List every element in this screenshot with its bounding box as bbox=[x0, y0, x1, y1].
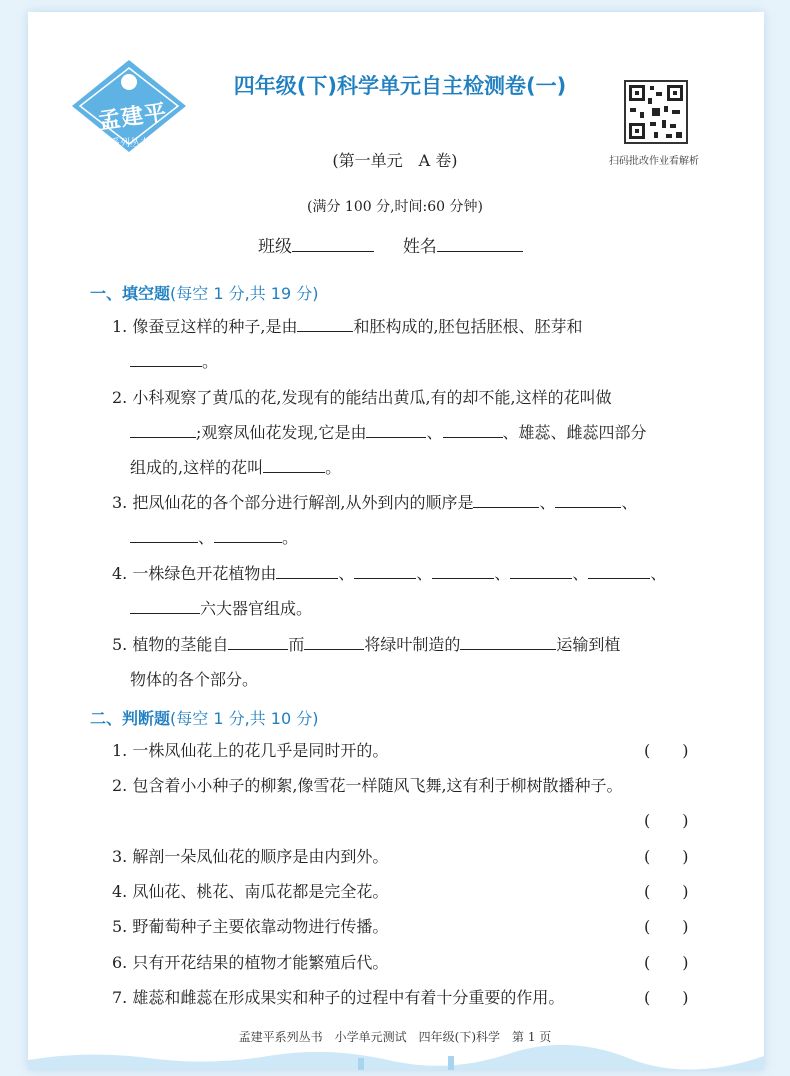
answer-blank[interactable] bbox=[432, 562, 494, 579]
answer-parenthesis[interactable]: ( ) bbox=[644, 882, 689, 901]
answer-blank[interactable] bbox=[588, 562, 650, 579]
answer-parenthesis[interactable]: ( ) bbox=[644, 741, 689, 760]
judge-item-3: 3. 解剖一朵凤仙花的顺序是由内到外。 bbox=[112, 847, 389, 866]
page-footer: 孟建平系列丛书 小学单元测试 四年级(下)科学 第 1 页 bbox=[238, 1030, 552, 1044]
question-4-cont: 六大器官组成。 bbox=[130, 596, 312, 619]
answer-blank[interactable] bbox=[304, 633, 364, 650]
answer-parenthesis[interactable]: ( ) bbox=[644, 847, 689, 866]
answer-blank[interactable] bbox=[555, 491, 621, 508]
answer-parenthesis[interactable]: ( ) bbox=[644, 988, 689, 1007]
question-3: 3. 把凤仙花的各个部分进行解剖,从外到内的顺序是 、 、 bbox=[112, 493, 638, 512]
name-blank[interactable] bbox=[437, 235, 523, 252]
answer-blank[interactable] bbox=[297, 315, 353, 332]
answer-parenthesis[interactable]: ( ) bbox=[644, 953, 689, 972]
judge-item-7: 7. 雄蕊和雌蕊在形成果实和种子的过程中有着十分重要的作用。 bbox=[112, 988, 565, 1007]
answer-blank[interactable] bbox=[228, 633, 288, 650]
answer-blank[interactable] bbox=[130, 526, 198, 543]
judge-item-2: 2. 包含着小小种子的柳絮,像雪花一样随风飞舞,这有利于柳树散播种子。 bbox=[112, 776, 623, 795]
unit-subtitle: (第一单元 A 卷) bbox=[332, 151, 458, 170]
question-1-cont: 。 bbox=[130, 349, 218, 372]
answer-blank[interactable] bbox=[460, 633, 556, 650]
question-4: 4. 一株绿色开花植物由 、 、 、 、 、 bbox=[112, 564, 667, 583]
answer-parenthesis[interactable]: ( ) bbox=[644, 917, 689, 936]
section-note: (每空 1 分,共 19 分) bbox=[170, 284, 319, 303]
question-5: 5. 植物的茎能自 而 将绿叶制造的 运输到植 bbox=[112, 635, 621, 654]
answer-blank[interactable] bbox=[130, 350, 202, 367]
answer-blank[interactable] bbox=[276, 562, 338, 579]
logo-sub: 系列丛书 bbox=[110, 138, 150, 149]
judge-item-5: 5. 野葡萄种子主要依靠动物进行传播。 bbox=[112, 917, 389, 936]
answer-blank[interactable] bbox=[263, 456, 325, 473]
judge-item-6: 6. 只有开花结果的植物才能繁殖后代。 bbox=[112, 953, 389, 972]
footer-decoration bbox=[28, 1036, 764, 1070]
answer-blank[interactable] bbox=[366, 421, 426, 438]
section-heading: 一、填空题 bbox=[90, 284, 171, 303]
question-2: 2. 小科观察了黄瓜的花,发现有的能结出黄瓜,有的却不能,这样的花叫做 bbox=[112, 388, 612, 407]
section-heading: 二、判断题 bbox=[90, 709, 171, 728]
section-note: (每空 1 分,共 10 分) bbox=[170, 709, 319, 728]
judge-item-4: 4. 凤仙花、桃花、南瓜花都是完全花。 bbox=[112, 882, 389, 901]
question-2-cont2: 组成的,这样的花叫 。 bbox=[130, 458, 342, 477]
question-5-cont: 物体的各个部分。 bbox=[130, 670, 259, 689]
section-fill-in bbox=[90, 281, 318, 304]
answer-blank[interactable] bbox=[473, 491, 539, 508]
section-true-false bbox=[90, 706, 318, 729]
name-label: 姓名 bbox=[402, 237, 437, 257]
qr-code-icon[interactable] bbox=[624, 80, 688, 144]
class-blank[interactable] bbox=[292, 235, 374, 252]
question-3-cont: 、 。 bbox=[130, 525, 298, 548]
answer-blank[interactable] bbox=[130, 421, 196, 438]
question-1: 1. 像蚕豆这样的种子,是由 和胚构成的,胚包括胚根、胚芽和 bbox=[112, 317, 583, 336]
qr-caption: 扫码批改作业看解析 bbox=[609, 156, 699, 167]
logo-name: 孟建平 bbox=[96, 100, 169, 135]
judge-item-1: 1. 一株凤仙花上的花几乎是同时开的。 bbox=[112, 741, 389, 760]
answer-blank[interactable] bbox=[214, 526, 282, 543]
answer-blank[interactable] bbox=[130, 597, 200, 614]
question-2-cont: ;观察凤仙花发现,它是由 、 、雄蕊、雌蕊四部分 bbox=[130, 420, 647, 443]
class-name-line bbox=[258, 232, 523, 257]
exam-title: 四年级(下)科学单元自主检测卷(一) bbox=[233, 74, 567, 98]
answer-blank[interactable] bbox=[443, 421, 503, 438]
class-label: 班级 bbox=[258, 237, 292, 257]
answer-parenthesis[interactable]: ( ) bbox=[644, 811, 689, 830]
score-info: (满分 100 分,时间:60 分钟) bbox=[307, 199, 483, 215]
answer-blank[interactable] bbox=[510, 562, 572, 579]
answer-blank[interactable] bbox=[354, 562, 416, 579]
